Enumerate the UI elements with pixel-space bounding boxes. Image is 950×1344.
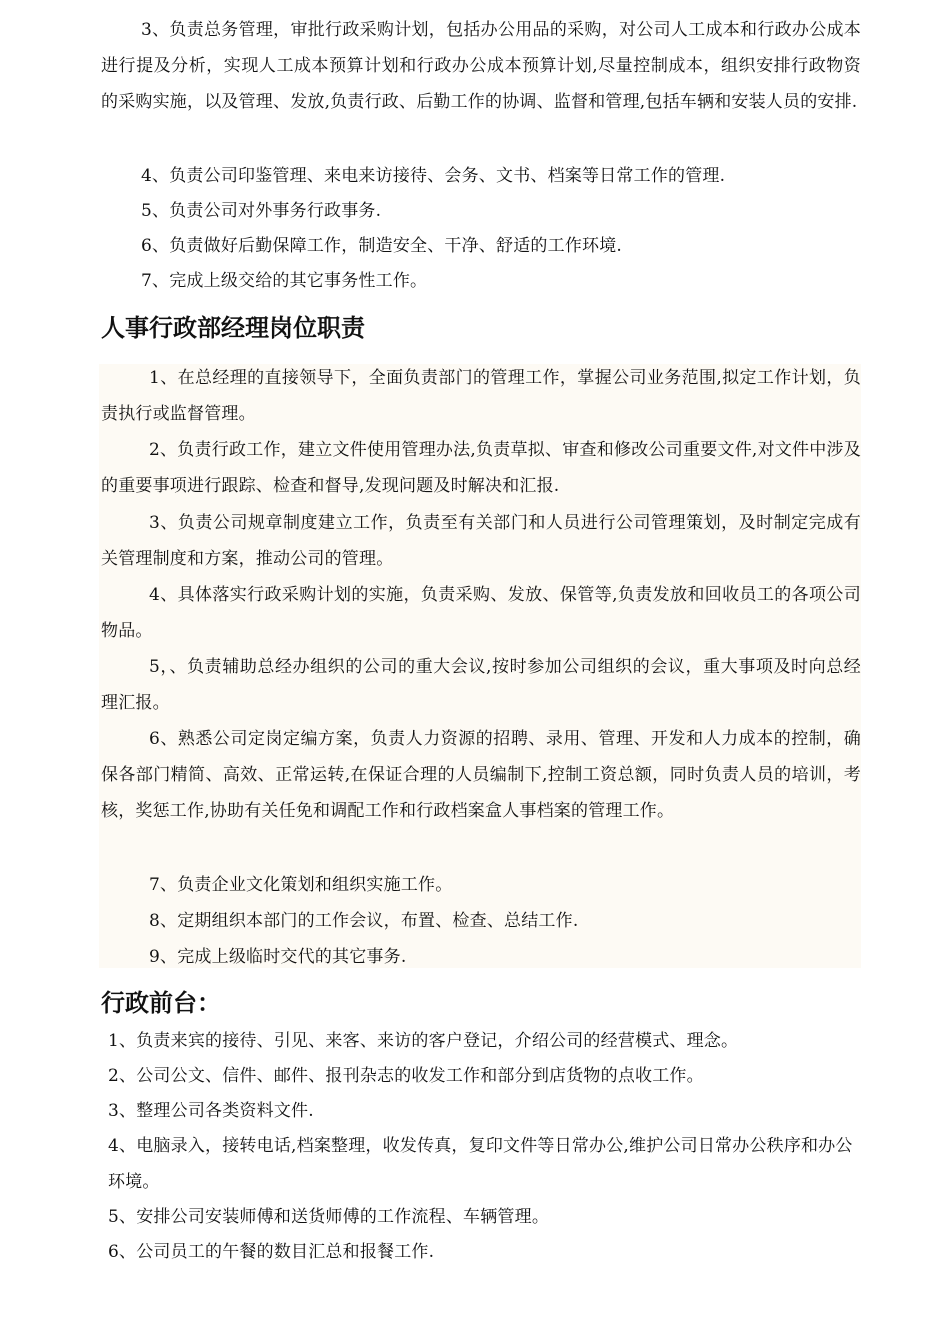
hr-manager-duties-heading: 人事行政部经理岗位职责 <box>101 314 365 342</box>
front-desk-item-4: 4、电脑录入，接转电话,档案整理，收发传真，复印文件等日常办公,维护公司日常办公秩序和办公环境。 <box>108 1136 853 1192</box>
front-desk-item-5: 5、安排公司安装师傅和送货师傅的工作流程、车辆管理。 <box>108 1207 550 1227</box>
front-desk-heading: 行政前台： <box>101 989 221 1017</box>
admin-duty-item-3: 3、负责总务管理，审批行政采购计划，包括办公用品的采购，对公司人工成本和行政办公成本进行提及分析，实现人工成本预算计划和行政办公成本预算计划,尽量控制成本，组织安排行政物资的采购实施，以及管理、发放,负责行政、后勤工作的协调、监督和管理,包括车辆和安装人员的安排. <box>101 20 861 112</box>
front-desk-item-3: 3、整理公司各类资料文件. <box>108 1101 314 1121</box>
front-desk-item-1: 1、负责来宾的接待、引见、来客、来访的客户登记，介绍公司的经营模式、理念。 <box>108 1031 739 1051</box>
admin-duty-item-5: 5、负责公司对外事务行政事务. <box>141 201 382 221</box>
hr-duty-item-9: 9、完成上级临时交代的其它事务. <box>149 947 407 967</box>
hr-duty-item-1: 1、在总经理的直接领导下，全面负责部门的管理工作，掌握公司业务范围,拟定工作计划，负责执行或监督管理。 <box>101 368 861 424</box>
hr-duty-item-6: 6、熟悉公司定岗定编方案，负责人力资源的招聘、录用、管理、开发和人力成本的控制，确保各部门精简、高效、正常运转,在保证合理的人员编制下,控制工资总额，同时负责人员的培训，考核，奖惩工作,协助有关任免和调配工作和行政档案盒人事档案的管理工作。 <box>101 729 861 821</box>
hr-duty-item-4: 4、具体落实行政采购计划的实施，负责采购、发放、保管等,负责发放和回收员工的各项公司物品。 <box>101 585 861 641</box>
front-desk-item-6: 6、公司员工的午餐的数目汇总和报餐工作. <box>108 1242 435 1262</box>
hr-duty-item-7: 7、负责企业文化策划和组织实施工作。 <box>149 875 453 895</box>
hr-duty-item-8: 8、定期组织本部门的工作会议，布置、检查、总结工作. <box>149 911 579 931</box>
hr-duty-item-5: 5，、负责辅助总经办组织的公司的重大会议,按时参加公司组织的会议，重大事项及时向总经理汇报。 <box>101 657 861 713</box>
admin-duty-item-7: 7、完成上级交给的其它事务性工作。 <box>141 271 428 291</box>
hr-duty-item-2: 2、负责行政工作，建立文件使用管理办法,负责草拟、审查和修改公司重要文件,对文件中涉及的重要事项进行跟踪、检查和督导,发现问题及时解决和汇报. <box>101 440 861 496</box>
hr-duty-item-3: 3、负责公司规章制度建立工作，负责至有关部门和人员进行公司管理策划，及时制定完成有关管理制度和方案，推动公司的管理。 <box>101 513 861 569</box>
admin-duty-item-4: 4、负责公司印鉴管理、来电来访接待、会务、文书、档案等日常工作的管理. <box>141 166 726 186</box>
admin-duty-item-6: 6、负责做好后勤保障工作，制造安全、干净、舒适的工作环境. <box>141 236 623 256</box>
front-desk-item-2: 2、公司公文、信件、邮件、报刊杂志的收发工作和部分到店货物的点收工作。 <box>108 1066 704 1086</box>
